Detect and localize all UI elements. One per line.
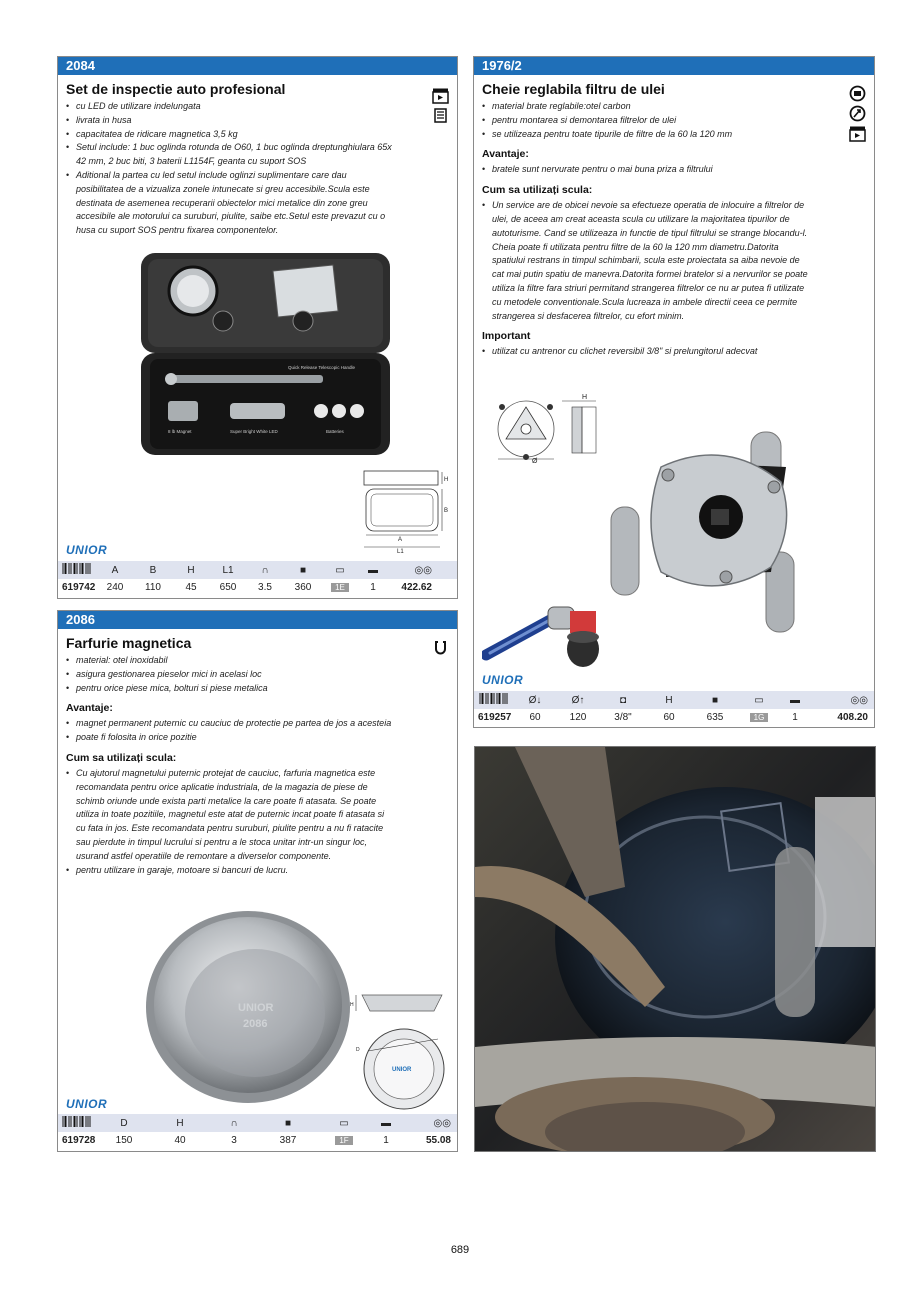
packaging-icon: ▭ — [754, 694, 764, 706]
quantity-icon: ▬ — [368, 564, 378, 576]
feature-icons — [432, 87, 449, 124]
product-title: Cheie reglabila filtru de ulei — [482, 81, 665, 97]
weight-icon: ■ — [711, 694, 719, 706]
product-card-1976-2 — [473, 56, 875, 728]
spec-table — [474, 691, 874, 725]
case-label-magnet: 8 lb Magnet — [168, 429, 192, 434]
brand-logo: UNIOR — [66, 543, 108, 557]
table-row — [474, 709, 874, 725]
cell-drive: 3/8" — [614, 711, 632, 723]
cell-dmin: 60 — [529, 711, 541, 723]
usage-heading: Cum sa utilizați scula: — [482, 184, 593, 197]
case-label-led: Super Bright White LED — [230, 429, 278, 434]
pack-badge: 1G — [750, 713, 769, 722]
magnet-icon: ∩ — [261, 564, 269, 576]
list-item: • capacitatea de ridicare magnetica 3,5 kg — [66, 128, 396, 142]
video-icon — [432, 87, 449, 104]
quantity-icon: ▬ — [381, 1117, 391, 1129]
case-label-batteries: Batteries — [326, 429, 344, 434]
feature-list — [482, 100, 812, 141]
price: 408.20 — [837, 711, 868, 723]
product-card-2084 — [57, 56, 458, 599]
product-card-2086 — [57, 610, 458, 1152]
price: 422.62 — [401, 581, 432, 593]
col-header-h: H — [665, 694, 673, 706]
feature-list — [66, 100, 396, 238]
col-header-h: H — [187, 564, 195, 576]
barcode-icon — [58, 563, 96, 577]
product-title: Farfurie magnetica — [66, 635, 192, 651]
spec-table — [58, 1114, 457, 1148]
page-number: 689 — [450, 1244, 470, 1256]
list-item: • pentru montarea si demontarea filtrelor de ulei — [482, 114, 812, 128]
dim-label-l1: L1 — [397, 549, 404, 555]
pack-badge: 1F — [335, 1136, 352, 1145]
diagram-brand-label: UNIOR — [392, 1067, 412, 1073]
dim-label-h: H — [582, 394, 588, 401]
usage-list — [66, 767, 396, 877]
advantages-heading: Avantaje: — [66, 702, 113, 715]
cell-weight: 635 — [706, 711, 724, 723]
rotation-icon — [849, 105, 866, 122]
important-list — [482, 345, 812, 359]
list-item: • Un service are de obicei nevoie sa efectueze operatia de inlocuire a filtrelor de ulei, de aceea am creat aceasta scula cu utilizare la majoritatea tipurilor de autoturisme. Cand se utilizeaza in functie de tipul filtrului se strange blocandu-l. Cheia poate fi utilizata pentru filtre de la 60 la 120 mm diametru.Datorita spatiului restrans in timpul schimbarii, scula este proiectata sa aiba nevoie de cat mai putin spatiu de manevra.Datorita formei bratelor si a nervurilor se poate utiliza la filtre fara striuri permitand strangerea filtrelor ce nu ar putea fi utilizate cu metodele conventionale.Scula lucreaza in ambele directii ceea ce permite strangerea si desfacerea filtrelor, cu efort minim. — [482, 199, 812, 323]
weight-icon: ■ — [299, 564, 307, 576]
product-title: Set de inspectie auto profesional — [66, 81, 286, 97]
article-code: 619257 — [478, 711, 512, 723]
cell-a: 240 — [106, 581, 124, 593]
list-item: • asigura gestionarea pieselor mici in acelasi loc — [66, 668, 396, 682]
list-item: • Setul include: 1 buc oglinda rotunda de O60, 1 buc oglinda dreptunghiulara 65x 42 mm, 2 buc biti, 3 baterii L1154F, geanta cu suport SOS — [66, 141, 396, 169]
product-code-header: 2084 — [58, 57, 457, 75]
col-header-a: A — [111, 564, 119, 576]
barcode-icon — [474, 693, 514, 707]
col-header-d: D — [120, 1117, 128, 1129]
magnetic-dish-photo — [143, 907, 353, 1107]
brand-logo: UNIOR — [482, 673, 524, 687]
list-item: • pentru orice piese mica, bolturi si piese metalica — [66, 682, 396, 696]
cell-h: 40 — [174, 1134, 186, 1146]
cell-qty: 1 — [383, 1134, 389, 1146]
col-header-l1: L1 — [222, 564, 234, 576]
cell-qty: 1 — [370, 581, 376, 593]
barcode-icon — [58, 1116, 96, 1130]
dish-code-label: 2086 — [243, 1018, 268, 1030]
coins-icon: ◎◎ — [850, 694, 868, 706]
list-item: • Aditional la partea cu led setul include oglinzi suplimentare care dau posibilitatea de a vizualiza zonele intunecate si greu accesibile.Scula este destinata de asemenea recuperarii obiectelor mici metalice din zone greu accesibile ale motorului ca suruburi, piulite, saibe etc.Setul este prevazut cu o husa cu suport SOS pentru fixarea componentelor. — [66, 169, 396, 238]
important-heading: Important — [482, 330, 531, 343]
cell-weight: 360 — [294, 581, 312, 593]
dimension-diagram — [358, 469, 450, 555]
list-item: • material: otel inoxidabil — [66, 654, 396, 668]
dish-diagram — [350, 983, 450, 1113]
list-item: • livrata in husa — [66, 114, 396, 128]
advantages-list — [66, 717, 396, 745]
col-header-h: H — [176, 1117, 184, 1129]
cell-l1: 650 — [219, 581, 237, 593]
wrench-diagram — [488, 393, 600, 465]
cell-h: 60 — [663, 711, 675, 723]
oil-filter-wrench-photo — [606, 427, 806, 637]
usage-heading: Cum sa utilizați scula: — [66, 751, 177, 764]
advantages-list — [482, 163, 812, 177]
dim-label-d: Ø — [532, 458, 538, 465]
feature-list — [66, 654, 396, 695]
dim-label-d: D — [356, 1047, 360, 1053]
list-item: • utilizat cu antrenor cu clichet reversibil 3/8" si prelungitorul adecvat — [482, 345, 812, 359]
list-item: • cu LED de utilizare indelungata — [66, 100, 396, 114]
col-header-dmin: Ø↓ — [528, 694, 542, 706]
list-item: • magnet permanent puternic cu cauciuc de protectie pe partea de jos a acesteia — [66, 717, 396, 731]
cell-h: 45 — [185, 581, 197, 593]
cell-magnet: 3.5 — [258, 581, 272, 593]
ratchet-usage-photo — [482, 597, 602, 672]
magnet-icon: ∩ — [230, 1117, 238, 1129]
application-photo — [474, 746, 876, 1152]
dim-label-b: B — [444, 508, 449, 514]
cell-b: 110 — [145, 581, 161, 593]
drive-size-icon — [849, 85, 866, 102]
col-header-dmax: Ø↑ — [571, 694, 585, 706]
drive-square-icon: ◘ — [619, 694, 627, 706]
list-item: • material brate reglabile:otel carbon — [482, 100, 812, 114]
spec-table — [58, 561, 457, 595]
cell-qty: 1 — [792, 711, 798, 723]
list-item: • Cu ajutorul magnetului puternic protejat de cauciuc, farfuria magnetica este recomandata pentru orice aplicatie industriala, de la magazia de piese de schimb oriunde unde exista parti metalice la care poate fi atasata. Se poate utiliza in toate pozitiile, magnetul este atat de puternic incat poate fi atasata si cu fata in jos. Este recomandata pentru suruburi, piulite pentru a nu fi ratacite sau pierdute in timpul lucrului si pentru a le stoca unitar intr-un singur loc, usurand astfel operatiile de remontare a diverselor componente. — [66, 767, 396, 864]
pack-badge: 1E — [331, 583, 349, 592]
table-header-row — [58, 561, 457, 579]
list-item: • se utilizeaza pentru toate tipurile de filtre de la 60 la 120 mm — [482, 128, 812, 142]
dim-label-h: H — [350, 1002, 354, 1008]
product-code-header: 2086 — [58, 611, 457, 629]
cell-dmax: 120 — [569, 711, 587, 723]
weight-icon: ■ — [284, 1117, 292, 1129]
quantity-icon: ▬ — [790, 694, 800, 706]
coins-icon: ◎◎ — [433, 1117, 451, 1129]
magnet-icon — [432, 639, 449, 656]
feature-icons — [849, 85, 866, 142]
dim-label-h: H — [444, 477, 449, 483]
list-item: • pentru utilizare in garaje, motoare si bancuri de lucru. — [66, 864, 396, 878]
usage-list — [482, 199, 812, 323]
video-icon — [849, 125, 866, 142]
packaging-icon: ▭ — [339, 1117, 349, 1129]
inspection-set-photo — [138, 251, 393, 457]
feature-icons — [432, 639, 449, 656]
col-header-b: B — [149, 564, 157, 576]
cell-d: 150 — [115, 1134, 133, 1146]
list-item: • poate fi folosita in orice pozitie — [66, 731, 396, 745]
article-code: 619742 — [62, 581, 96, 593]
coins-icon: ◎◎ — [414, 564, 432, 576]
price: 55.08 — [425, 1134, 451, 1146]
case-label-handle: Quick Release Telescopic Handle — [288, 365, 355, 370]
list-item: • bratele sunt nervurate pentru o mai buna priza a filtrului — [482, 163, 812, 177]
cell-magnet: 3 — [231, 1134, 237, 1146]
table-row — [58, 1132, 457, 1148]
table-header-row — [58, 1114, 457, 1132]
cell-weight: 387 — [279, 1134, 297, 1146]
table-header-row — [474, 691, 874, 709]
dim-label-a: A — [398, 537, 403, 543]
packaging-icon: ▭ — [335, 564, 345, 576]
article-code: 619728 — [62, 1134, 96, 1146]
manual-icon — [432, 107, 449, 124]
advantages-heading: Avantaje: — [482, 148, 529, 161]
dish-brand-label: UNIOR — [238, 1002, 274, 1014]
product-code-header: 1976/2 — [474, 57, 874, 75]
brand-logo: UNIOR — [66, 1097, 108, 1111]
table-row — [58, 579, 457, 595]
